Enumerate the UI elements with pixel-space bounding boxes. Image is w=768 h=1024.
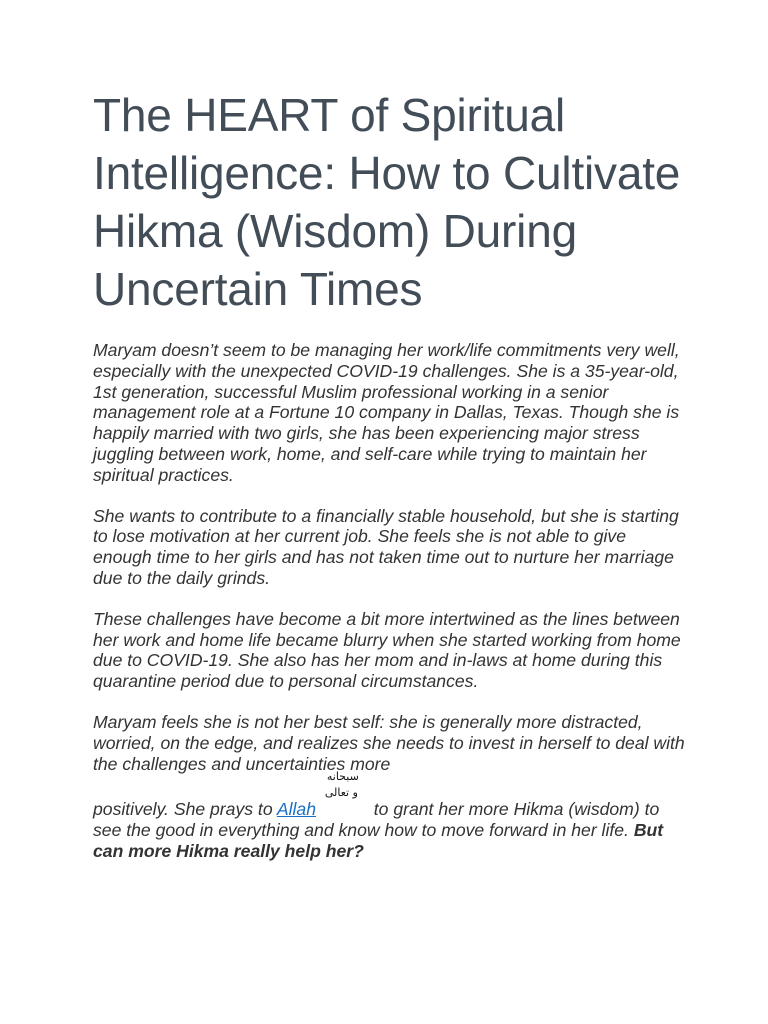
honorific-bottom-text: و تعالى bbox=[324, 786, 358, 800]
paragraph-4 bbox=[93, 712, 688, 862]
paragraph-3: These challenges have become a bit more intertwined as the lines between her work and home life became blurry when she started working from home due to COVID-19. She also has her mom and in-laws at home during this quarantine period due to personal circumstances. bbox=[93, 608, 681, 692]
article-title: The HEART of Spiritual Intelligence: How to Cultivate Hikma (Wisdom) During Uncertain Times bbox=[93, 89, 681, 315]
allah-link[interactable]: Allah bbox=[276, 799, 316, 820]
paragraph-1: Maryam doesn’t seem to be managing her work/life commitments very well, especially with the unexpected COVID-19 challenges. She is a 35-year-old, 1st generation, successful Muslim professional working in a senior management role at a Fortune 10 company in Dallas, Texas. Though she is happily married with two girls, she has been experiencing major stress juggling between work, home, and self-care while trying to maintain her spiritual practices. bbox=[93, 340, 680, 485]
paragraph-4-part-3: to grant her more Hikma (wisdom) to see the good in everything and know how to move forward in her life. bbox=[93, 799, 660, 841]
paragraph-2: She wants to contribute to a financially stable household, but she is starting to lose motivation at her current job. She feels she is not able to give enough time to her girls and has not taken time out to nurture her marriage due to the daily grinds. bbox=[93, 505, 679, 588]
paragraph-4-part-2: positively. She prays to bbox=[93, 799, 273, 820]
arabic-honorific bbox=[324, 770, 365, 815]
spacer bbox=[93, 774, 688, 795]
closing-question: But can more Hikma really help her? bbox=[93, 820, 664, 861]
article-body bbox=[93, 340, 688, 862]
honorific-top-text: سبحانه bbox=[326, 770, 359, 784]
paragraph-4-part-1: Maryam feels she is not her best self: she is generally more distracted, worried, on the edge, and realizes she needs to invest in herself to deal with the challenges and uncertainties more bbox=[93, 711, 685, 774]
